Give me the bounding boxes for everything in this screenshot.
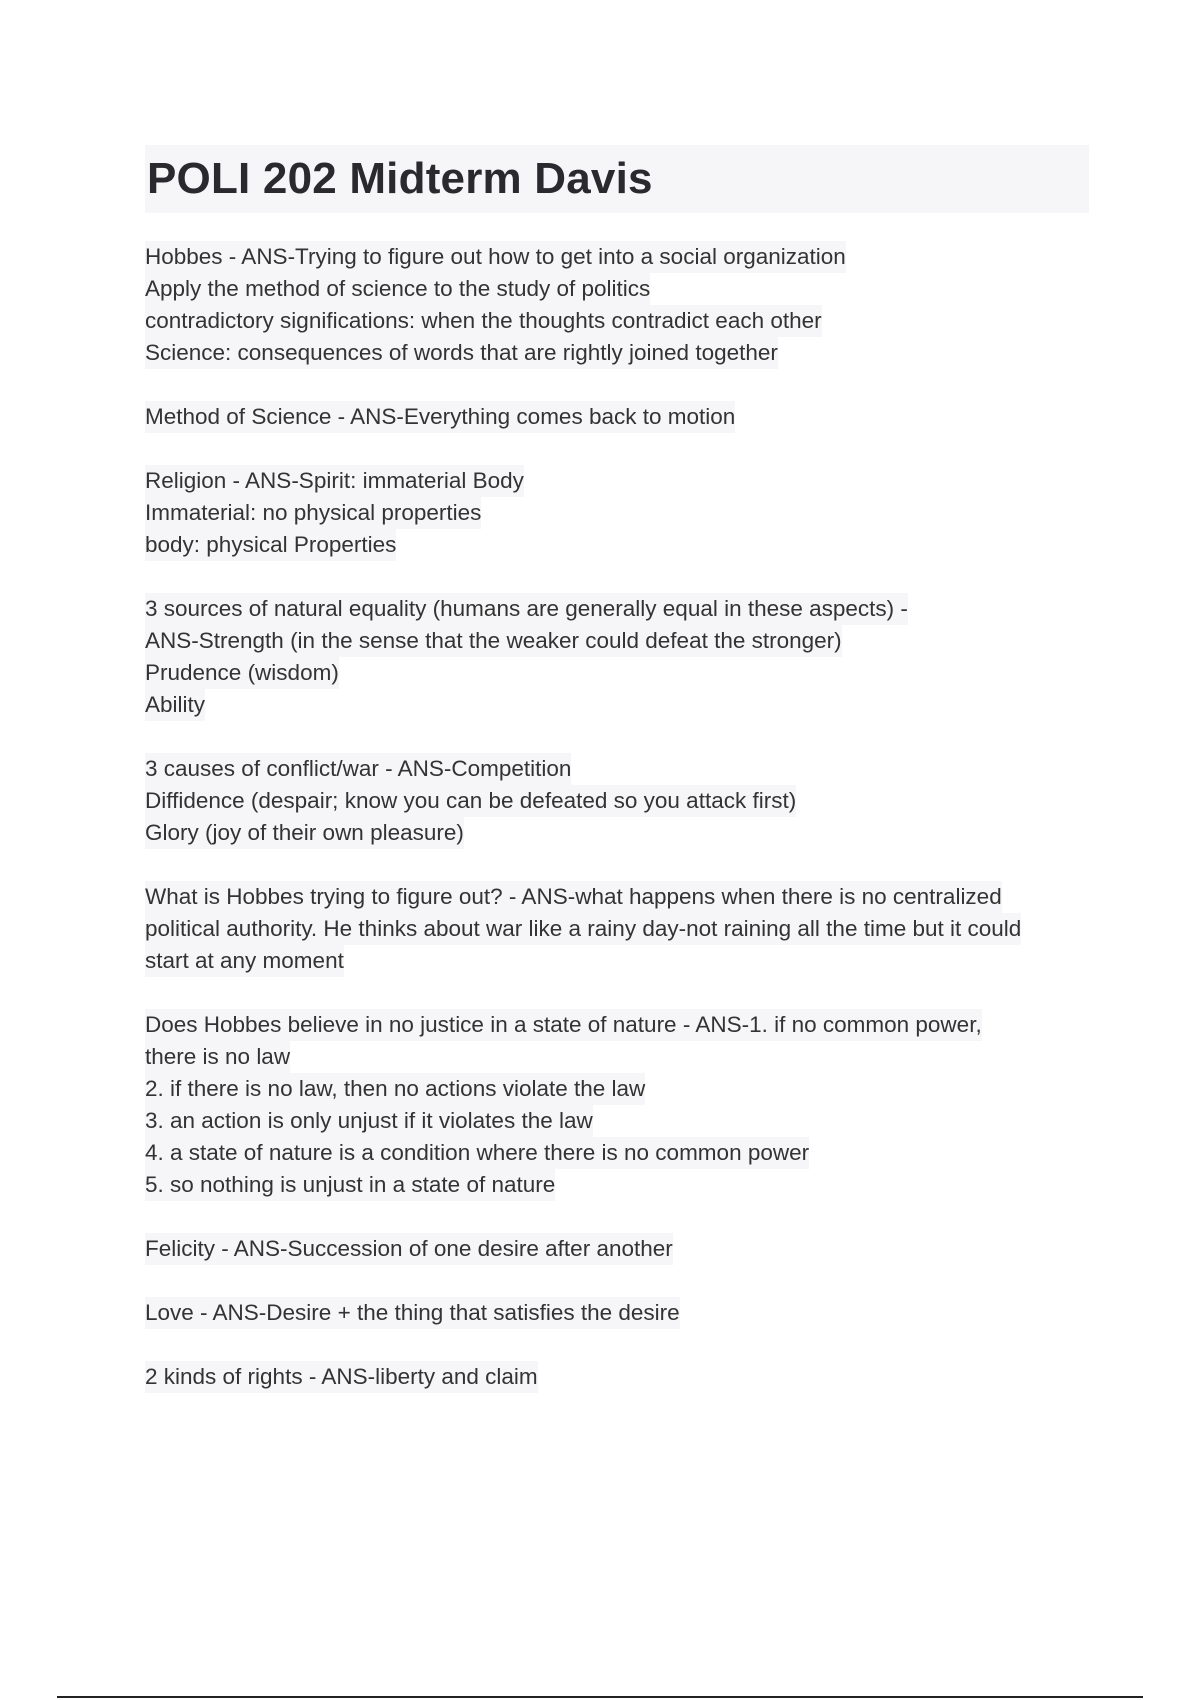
entry-line: 3 causes of conflict/war - ANS-Competition	[145, 753, 571, 785]
qa-entry	[145, 881, 1089, 977]
entry-line: Diffidence (despair; know you can be defeated so you attack first)	[145, 785, 796, 817]
document-page	[145, 145, 1089, 1425]
entry-line: Hobbes - ANS-Trying to figure out how to get into a social organization	[145, 241, 846, 273]
entry-line: Religion - ANS-Spirit: immaterial Body	[145, 465, 524, 497]
footer-divider	[57, 1696, 1143, 1698]
entry-row	[145, 1105, 1089, 1137]
entry-row	[145, 1169, 1089, 1201]
entry-row	[145, 1009, 1089, 1041]
entries-list	[145, 241, 1089, 1393]
entry-line: Apply the method of science to the study of politics	[145, 273, 650, 305]
entry-row	[145, 241, 1089, 273]
entry-line: Prudence (wisdom)	[145, 657, 339, 689]
entry-row	[145, 753, 1089, 785]
entry-line: body: physical Properties	[145, 529, 396, 561]
entry-row	[145, 529, 1089, 561]
entry-row	[145, 785, 1089, 817]
entry-line: Love - ANS-Desire + the thing that satisfies the desire	[145, 1297, 680, 1329]
qa-entry	[145, 241, 1089, 369]
entry-row	[145, 625, 1089, 657]
entry-row	[145, 1041, 1089, 1073]
qa-entry	[145, 1361, 1089, 1393]
entry-row	[145, 1297, 1089, 1329]
entry-line: Does Hobbes believe in no justice in a state of nature - ANS-1. if no common power,	[145, 1009, 982, 1041]
entry-line: political authority. He thinks about war like a rainy day-not raining all the time but it could	[145, 913, 1021, 945]
entry-line: 4. a state of nature is a condition where there is no common power	[145, 1137, 809, 1169]
entry-row	[145, 273, 1089, 305]
qa-entry	[145, 1233, 1089, 1265]
entry-row	[145, 465, 1089, 497]
entry-line: Immaterial: no physical properties	[145, 497, 481, 529]
entry-line: Science: consequences of words that are rightly joined together	[145, 337, 778, 369]
entry-line: there is no law	[145, 1041, 290, 1073]
entry-line: 3. an action is only unjust if it violates the law	[145, 1105, 593, 1137]
entry-row	[145, 1137, 1089, 1169]
entry-row	[145, 305, 1089, 337]
entry-line: 2. if there is no law, then no actions violate the law	[145, 1073, 645, 1105]
entry-line: 2 kinds of rights - ANS-liberty and claim	[145, 1361, 538, 1393]
entry-row	[145, 881, 1089, 913]
entry-row	[145, 657, 1089, 689]
qa-entry	[145, 401, 1089, 433]
entry-line: Ability	[145, 689, 205, 721]
entry-row	[145, 1361, 1089, 1393]
entry-row	[145, 945, 1089, 977]
entry-line: start at any moment	[145, 945, 344, 977]
entry-row	[145, 1073, 1089, 1105]
entry-line: ANS-Strength (in the sense that the weaker could defeat the stronger)	[145, 625, 842, 657]
entry-row	[145, 401, 1089, 433]
entry-row	[145, 497, 1089, 529]
page-title: POLI 202 Midterm Davis	[147, 154, 653, 203]
entry-row	[145, 689, 1089, 721]
qa-entry	[145, 1009, 1089, 1201]
qa-entry	[145, 465, 1089, 561]
entry-row	[145, 593, 1089, 625]
qa-entry	[145, 593, 1089, 721]
entry-line: Method of Science - ANS-Everything comes back to motion	[145, 401, 735, 433]
entry-line: 3 sources of natural equality (humans are generally equal in these aspects) -	[145, 593, 908, 625]
entry-row	[145, 1233, 1089, 1265]
entry-line: contradictory significations: when the thoughts contradict each other	[145, 305, 822, 337]
entry-line: What is Hobbes trying to figure out? - ANS-what happens when there is no centralized	[145, 881, 1002, 913]
entry-line: Felicity - ANS-Succession of one desire after another	[145, 1233, 673, 1265]
qa-entry	[145, 1297, 1089, 1329]
entry-line: 5. so nothing is unjust in a state of nature	[145, 1169, 555, 1201]
entry-row	[145, 817, 1089, 849]
entry-row	[145, 337, 1089, 369]
entry-line: Glory (joy of their own pleasure)	[145, 817, 464, 849]
title-bar	[145, 145, 1089, 213]
entry-row	[145, 913, 1089, 945]
qa-entry	[145, 753, 1089, 849]
